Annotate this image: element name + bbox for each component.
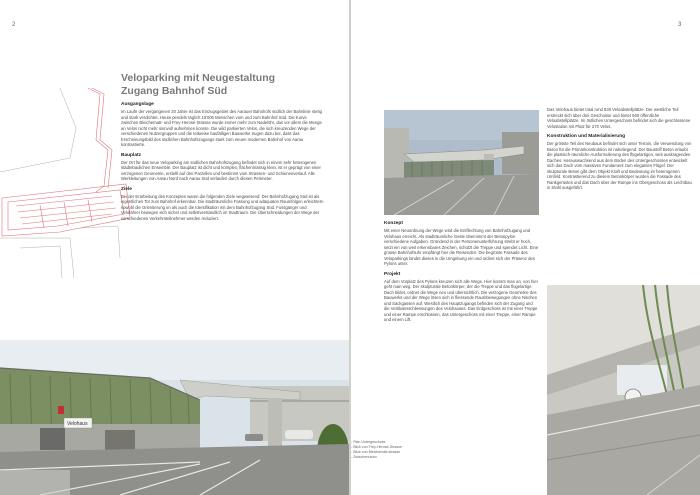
photo-zwischenraum (547, 285, 700, 495)
text-velohaus: Das Velohaus bietet total rund 830 Veloabstellplätze. Der westliche Teil erstreckt sich über drei Geschosse und bietet 560 öffentliche Veloabstellplätze. Im östlichen Untergeschoss befindet sich die geschlossene Velostation mit Platz für 270 Velos. (547, 107, 691, 129)
right-page (351, 0, 700, 495)
page-number-left: 2 (12, 22, 16, 28)
caption-item: - Blick von Bleichematt-strasse (351, 450, 401, 454)
caption-item: - Blick von Frey-Herosé-Strasse (351, 445, 402, 449)
heading-ziele: Ziele (121, 186, 132, 192)
caption-item: - Plan Untergeschoss (351, 440, 386, 444)
text-bauplatz: Der Ort für das neue Veloparking am südlichen Bahnhofszugang befindet sich in einem sehr heterogenen städtebaulichen Ensemble. Der Bauplatz ist dicht und komplex, flächenmässig klein, ist er geprägt von einer verzogenen Geometrie, erstellt auf drei Parzellen und bestimmt vom Strassen- und Schienenverlauf. Alle Werkleitungen von Aarau Nord nach Aarau Süd verlaufen durch diesen Perimeter. (121, 159, 321, 181)
text-konstruktion: Der grösste Teil des Neubaus befindet sich unter Terrain, die Verwendung von Beton für die Primärkonstruktion ist naheliegend. Der Baustoff Beton erlaubt die plastisch-räumliche Ausformulierung des flügelartigen, weit auskragenden Daches. Herauswachsend aus dem Boden des Untergeschosses entwickelt sich das Dach vom massiven Fundament zum eleganten Flügel. Der skulpturale Beton gibt dem Objekt Kraft und Bedeutung im heterogenen Umfeld. Kontrastierend zu diesem Betonkörper wurden die Fassade des Rankgerüstes und das Dach über der Rampe ins Obergeschoss als Leichtbau in Stahl ausgeführt. (547, 141, 692, 190)
photo-captions (351, 440, 402, 460)
title-line-1: Veloparking mit Neugestaltung (121, 72, 276, 84)
left-page (0, 0, 349, 495)
text-ausgangslage: Im Laufe der vergangenen 20 Jahre ist das Einzugsgebiet des Aarauer Bahnhofs südlich der Bahnlinie stetig und stark verdichtet. Heute pendeln täglich 15'000 Menschen vom und zum Bahnhof Süd. Die Kurve zwischen Bleichematt- und Frey-Herosé-Strasse wurde immer mehr zum Nadelöhr, das vor allem die Menge an Velos nicht mehr sinnvoll aufnehmen konnte. Die wild parkierten Velos, die sich kreuzenden Wege der verschiedenen Nutzergruppen und die teilweise baufälligen Bauwerke trugen dazu bei, dass das Erscheinungsbild des südlichen Bahnhofszugangs stark zum neuen modernen Bahnhof von Aarau kontrastierte. (121, 109, 322, 147)
photo-frey-herose-strasse (0, 340, 349, 495)
heading-projekt: Projekt (384, 271, 401, 277)
heading-konstruktion: Konstruktion und Materialisierung (547, 134, 626, 139)
page-number-right: 3 (678, 22, 682, 28)
title-line-2: Zugang Bahnhof Süd (121, 85, 228, 97)
site-plan-drawing (0, 88, 130, 278)
text-projekt: Auf dem Vorplatz des Pylons kreuzen sich alle Wege. Hier kommt man an, von hier geht man weg. Der skulpturale Betonkörper, der die Treppe und das flügelartige Dach bildet, ordnet die Wege neu und übersichtlich. Die verzogene Geometrie des Bauwerks und der Wege lösen sich in fliessende Raumbewegungen ohne Nischen und Sackgassen auf. Westlich des Hauptzugangs befinden sich der Zugang und die Vertikalerschliessungen des Velohauses. Das Erdgeschoss ist mit einer Treppe und einer Rampe erschlossen, das Untergeschoss mit einer Treppe, einer Rampe und einem Lift. (384, 278, 539, 322)
velohaus-sign: Velohaus (67, 421, 88, 427)
heading-bauplatz: Bauplatz (121, 152, 141, 158)
heading-konzept: Konzept (384, 221, 403, 226)
text-ziele: Bei der Erarbeitung des Konzeptes waren die folgenden Ziele wegweisend: Der Bahnhofzugang Süd ist als eigentliches Tor zum Bahnhof erkennbar. Die stadträumliche Fassung und adäquaten Raumfolgen erleichtern sowohl die Orientierung im als auch die Identifikation mit dem Bahnhofzugang Süd. Fussgänger und Velofahrer bewegen sich sicher und selbstverständlich im Stadtraum. Die Überschneidungen der Wege der verschiedenen Verkehrsteilnehmer werden reduziert. (121, 193, 324, 221)
right-text-column-1 (384, 221, 539, 328)
caption-item: - Zwischenraum (351, 455, 377, 459)
text-konzept: Mit einer Neuordnung der Wege wird die Entflechtung von Bahnhofzugang und Velohaus erreicht. Als stadträumliche Geste übernimmt der Betonpylon verschiedene Aufgaben. Gründend in der Personenunterführung strebt er hoch, setzt ein von weit erkennbares Zeichen, schützt die Treppe und spendet Licht. Eine grosse Bahnhofsuhr empfängt hier die Reisenden. Die begrünte Fassade des Veloparkings bindet dieses in die Umgebung ein und ordnet sich der Präsenz des Pylons unter. (384, 228, 539, 266)
heading-ausgangslage: Ausgangslage (121, 102, 154, 107)
photo-bleichematt-strasse (384, 110, 539, 215)
right-text-column-2 (547, 107, 692, 196)
article-title (121, 72, 275, 98)
left-text-column (121, 102, 325, 226)
